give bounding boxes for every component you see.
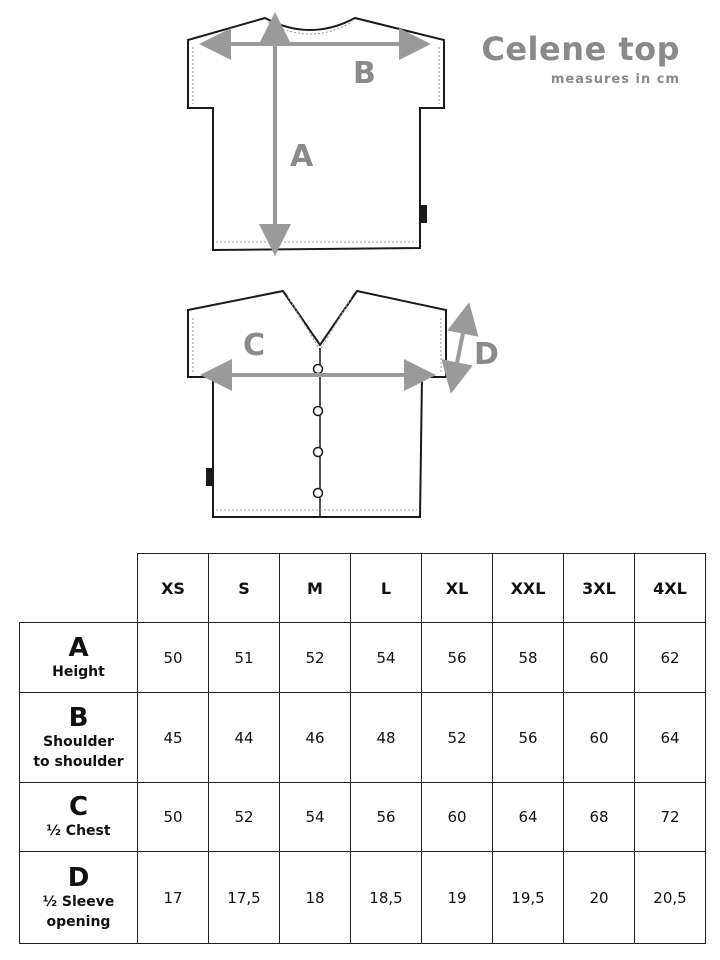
table-cell: 44	[209, 693, 280, 783]
table-cell: 45	[138, 693, 209, 783]
table-row	[20, 623, 706, 693]
table-cell: 51	[209, 623, 280, 693]
row-label-line: Height	[52, 663, 105, 680]
size-chart-table	[19, 553, 706, 944]
table-row	[20, 852, 706, 944]
size-header: 3XL	[564, 554, 635, 623]
row-label-line: to shoulder	[33, 753, 124, 770]
table-row	[20, 783, 706, 852]
measure-b-label: B	[353, 56, 376, 91]
row-letter: A	[68, 632, 89, 663]
row-label	[20, 693, 138, 783]
row-label-line: ½ Chest	[46, 823, 111, 839]
size-header: XXL	[493, 554, 564, 623]
size-header: XS	[138, 554, 209, 623]
table-cell: 56	[422, 623, 493, 693]
table-cell: 54	[351, 623, 422, 693]
table-cell: 60	[564, 623, 635, 693]
table-cell: 19	[422, 852, 493, 944]
table-cell: 56	[351, 783, 422, 852]
size-header: L	[351, 554, 422, 623]
label-tag-icon	[420, 205, 427, 223]
row-letter: C	[68, 792, 89, 822]
row-letter: B	[68, 702, 89, 733]
table-cell: 19,5	[493, 852, 564, 944]
table-cell: 17	[138, 852, 209, 944]
measure-d-label: D	[474, 337, 499, 372]
page-title: Celene top	[481, 30, 680, 68]
size-header: M	[280, 554, 351, 623]
measure-d-arrow	[454, 318, 466, 378]
table-cell: 50	[138, 623, 209, 693]
row-letter: D	[67, 862, 90, 893]
table-cell: 64	[635, 693, 706, 783]
table-cell: 18	[280, 852, 351, 944]
table-cell: 68	[564, 783, 635, 852]
measure-a-label: A	[290, 139, 314, 174]
table-cell: 52	[422, 693, 493, 783]
table-cell: 52	[209, 783, 280, 852]
table-cell: 72	[635, 783, 706, 852]
table-cell: 64	[493, 783, 564, 852]
back-view-shirt	[188, 18, 444, 250]
table-cell: 17,5	[209, 852, 280, 944]
table-cell: 50	[138, 783, 209, 852]
size-header: S	[209, 554, 280, 623]
table-cell: 56	[493, 693, 564, 783]
table-cell: 52	[280, 623, 351, 693]
table-cell: 46	[280, 693, 351, 783]
table-cell: 20	[564, 852, 635, 944]
row-label-line: Shoulder	[43, 733, 114, 750]
row-label	[20, 783, 138, 852]
size-header: 4XL	[635, 554, 706, 623]
row-label-line: opening	[46, 913, 111, 930]
page-subtitle: measures in cm	[550, 72, 680, 87]
table-cell: 54	[280, 783, 351, 852]
row-label-line: ½ Sleeve	[42, 893, 115, 910]
size-header-row	[20, 554, 706, 623]
row-label	[20, 623, 138, 693]
table-row	[20, 693, 706, 783]
table-cell: 62	[635, 623, 706, 693]
size-header: XL	[422, 554, 493, 623]
row-label	[20, 852, 138, 944]
table-cell: 20,5	[635, 852, 706, 944]
table-cell: 48	[351, 693, 422, 783]
corner-cell	[20, 554, 138, 623]
label-tag-icon	[206, 468, 213, 486]
measure-c-label: C	[243, 328, 266, 363]
front-view-shirt	[188, 291, 499, 517]
table-cell: 18,5	[351, 852, 422, 944]
table-cell: 60	[422, 783, 493, 852]
table-cell: 60	[564, 693, 635, 783]
table-cell: 58	[493, 623, 564, 693]
